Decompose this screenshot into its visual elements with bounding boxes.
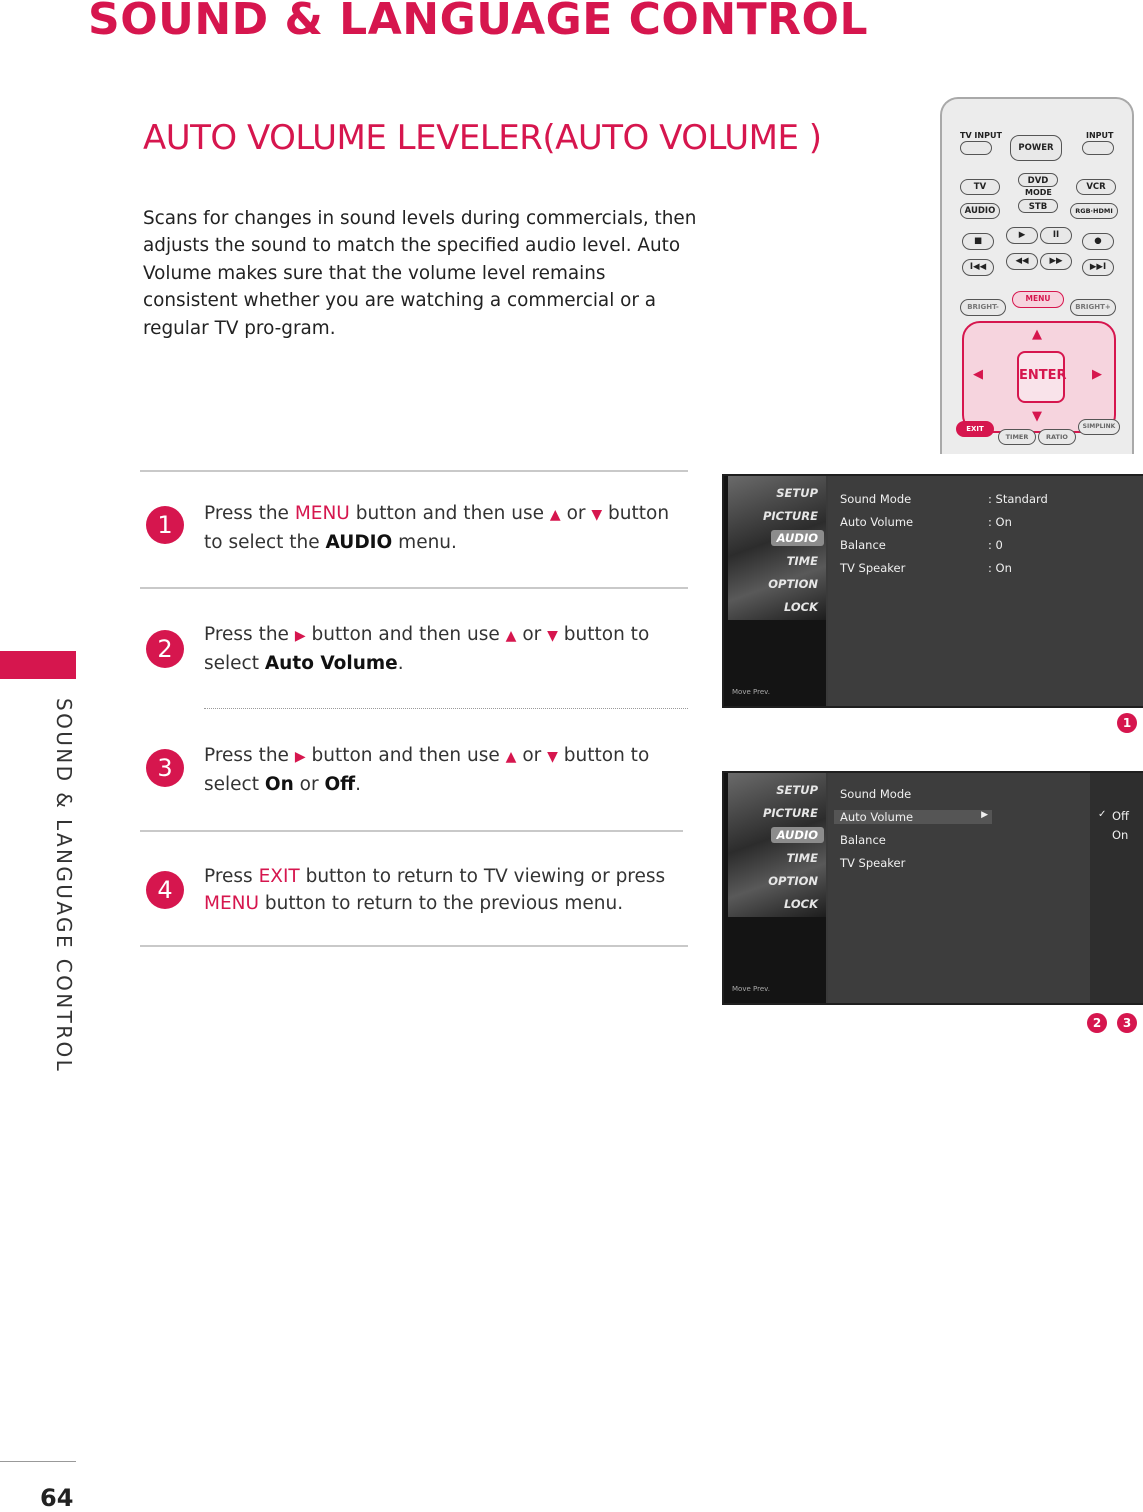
stb-mode-button[interactable]: STB (1018, 199, 1058, 213)
step-4-text: Press EXIT button to return to TV viewing or press MENU button to return to the previous menu. (204, 866, 666, 914)
skip-back-button[interactable]: I◀◀ (962, 259, 994, 276)
osd-footer-hint: Move Prev. (732, 985, 770, 993)
osd-footer-hint: Move Prev. (732, 688, 770, 696)
divider (204, 708, 688, 709)
remote-control (940, 97, 1134, 454)
left-arrow-button[interactable]: ◀ (973, 367, 983, 382)
step-3-text: Press the ▶ button and then use ▲ or ▼ button to select On or Off. (204, 745, 650, 795)
input-button[interactable] (1082, 141, 1114, 155)
osd-main-panel (828, 773, 1143, 1003)
osd-nav-lock: LOCK (783, 897, 818, 911)
dvd-mode-button[interactable]: DVD (1018, 173, 1058, 187)
bright-plus-button[interactable]: BRIGHT+ (1070, 299, 1116, 316)
chapter-tab-marker (0, 651, 76, 679)
osd-sidebar (724, 476, 826, 706)
step-1-text: Press the MENU button and then use ▲ or ▼ button to select the AUDIO menu. (204, 503, 670, 553)
step-2-badge: 2 (146, 630, 184, 668)
divider (140, 830, 683, 832)
osd-nav-setup: SETUP (776, 486, 818, 500)
osd-nav-time: TIME (786, 554, 818, 568)
up-arrow-button[interactable]: ▲ (1032, 327, 1042, 342)
divider (140, 470, 688, 472)
vcr-mode-button[interactable]: VCR (1076, 179, 1116, 195)
page-title: SOUND & LANGUAGE CONTROL (88, 0, 868, 45)
mode-label: MODE (1025, 188, 1052, 197)
osd-screen-audio-menu (722, 474, 1143, 708)
intro-paragraph: Scans for changes in sound levels during commercials, then adjusts the sound to match the specified audio level. Auto Volume makes sure that the volume level remains consistent whether you are watching a commercial or a regular TV pro-gram. (143, 208, 697, 339)
section-title: AUTO VOLUME LEVELER(AUTO VOLUME ) (143, 118, 822, 158)
down-arrow-icon: ▼ (591, 507, 603, 523)
figure-badge-3: 3 (1117, 1013, 1137, 1033)
skip-forward-button[interactable]: ▶▶I (1082, 259, 1114, 276)
divider (140, 945, 688, 947)
osd-nav-picture: PICTURE (762, 509, 818, 523)
up-arrow-icon: ▲ (505, 749, 517, 765)
play-button[interactable]: ▶ (1006, 227, 1038, 244)
osd-option-on: On (1112, 828, 1129, 842)
up-arrow-icon: ▲ (505, 628, 517, 644)
osd-row-sound-mode: Sound Mode (840, 787, 912, 801)
osd-nav-setup: SETUP (776, 783, 818, 797)
record-button[interactable]: ● (1082, 233, 1114, 250)
osd-nav-picture: PICTURE (762, 806, 818, 820)
check-icon: ✓ (1098, 809, 1107, 820)
footer-divider (0, 1461, 76, 1462)
divider (140, 587, 688, 589)
figure-badge-2: 2 (1087, 1013, 1107, 1033)
osd-nav-audio: AUDIO (771, 530, 824, 546)
osd-nav-time: TIME (786, 851, 818, 865)
ratio-button[interactable]: RATIO (1038, 429, 1076, 445)
osd-nav-audio: AUDIO (771, 827, 824, 843)
osd-row-balance: Balance (840, 833, 886, 847)
up-arrow-icon: ▲ (549, 507, 561, 523)
rewind-button[interactable]: ◀◀ (1006, 253, 1038, 270)
osd-row-sound-mode: Sound Mode : Standard (840, 492, 1048, 506)
chapter-side-label: SOUND & LANGUAGE CONTROL (52, 698, 76, 1074)
pause-button[interactable]: II (1040, 227, 1072, 244)
rgb-hdmi-button[interactable]: RGB·HDMI (1070, 203, 1118, 219)
osd-sidebar (724, 773, 826, 1003)
osd-row-balance: Balance : 0 (840, 538, 1003, 552)
osd-row-tv-speaker: TV Speaker : On (840, 561, 1012, 575)
exit-button[interactable]: EXIT (956, 421, 994, 437)
osd-row-auto-volume: Auto Volume : On (840, 515, 1012, 529)
stop-button[interactable]: ■ (962, 233, 994, 250)
osd-row-auto-volume: Auto Volume ▶ (834, 810, 992, 824)
navigation-pad (962, 321, 1116, 433)
tv-mode-button[interactable]: TV (960, 179, 1000, 195)
right-arrow-icon: ▶ (294, 749, 306, 765)
osd-nav-lock: LOCK (783, 600, 818, 614)
enter-button[interactable]: ENTER (1017, 351, 1065, 403)
osd-row-tv-speaker: TV Speaker (840, 856, 906, 870)
menu-button[interactable]: MENU (1012, 291, 1064, 308)
step-2-text: Press the ▶ button and then use ▲ or ▼ button to select Auto Volume. (204, 624, 650, 674)
step-3-badge: 3 (146, 749, 184, 787)
osd-nav-option: OPTION (768, 577, 818, 591)
right-arrow-button[interactable]: ▶ (1092, 367, 1102, 382)
submenu-arrow-icon: ▶ (981, 810, 988, 820)
tv-input-button[interactable] (960, 141, 992, 155)
bright-minus-button[interactable]: BRIGHT- (960, 299, 1006, 316)
menu-keyword: MENU (294, 503, 350, 524)
osd-main-panel (828, 476, 1143, 706)
down-arrow-icon: ▼ (547, 628, 558, 644)
figure-badge-1: 1 (1117, 713, 1137, 733)
timer-button[interactable]: TIMER (998, 429, 1036, 445)
step-1-badge: 1 (146, 506, 184, 544)
fast-forward-button[interactable]: ▶▶ (1040, 253, 1072, 270)
down-arrow-icon: ▼ (547, 749, 558, 765)
audio-mode-button[interactable]: AUDIO (960, 203, 1000, 219)
osd-nav-option: OPTION (768, 874, 818, 888)
osd-submenu-panel (1090, 773, 1143, 1003)
input-label: INPUT (1086, 131, 1114, 140)
page-number: 64 (40, 1484, 74, 1512)
step-4-badge: 4 (146, 871, 184, 909)
exit-keyword: EXIT (258, 866, 300, 887)
right-arrow-icon: ▶ (294, 628, 306, 644)
power-button[interactable]: POWER (1010, 135, 1062, 161)
osd-option-off: Off (1112, 809, 1129, 823)
osd-screen-auto-volume (722, 771, 1143, 1005)
menu-keyword: MENU (204, 893, 260, 914)
simplink-button[interactable]: SIMPLINK (1078, 419, 1120, 435)
down-arrow-button[interactable]: ▼ (1032, 409, 1042, 424)
tv-input-label: TV INPUT (960, 131, 1002, 140)
